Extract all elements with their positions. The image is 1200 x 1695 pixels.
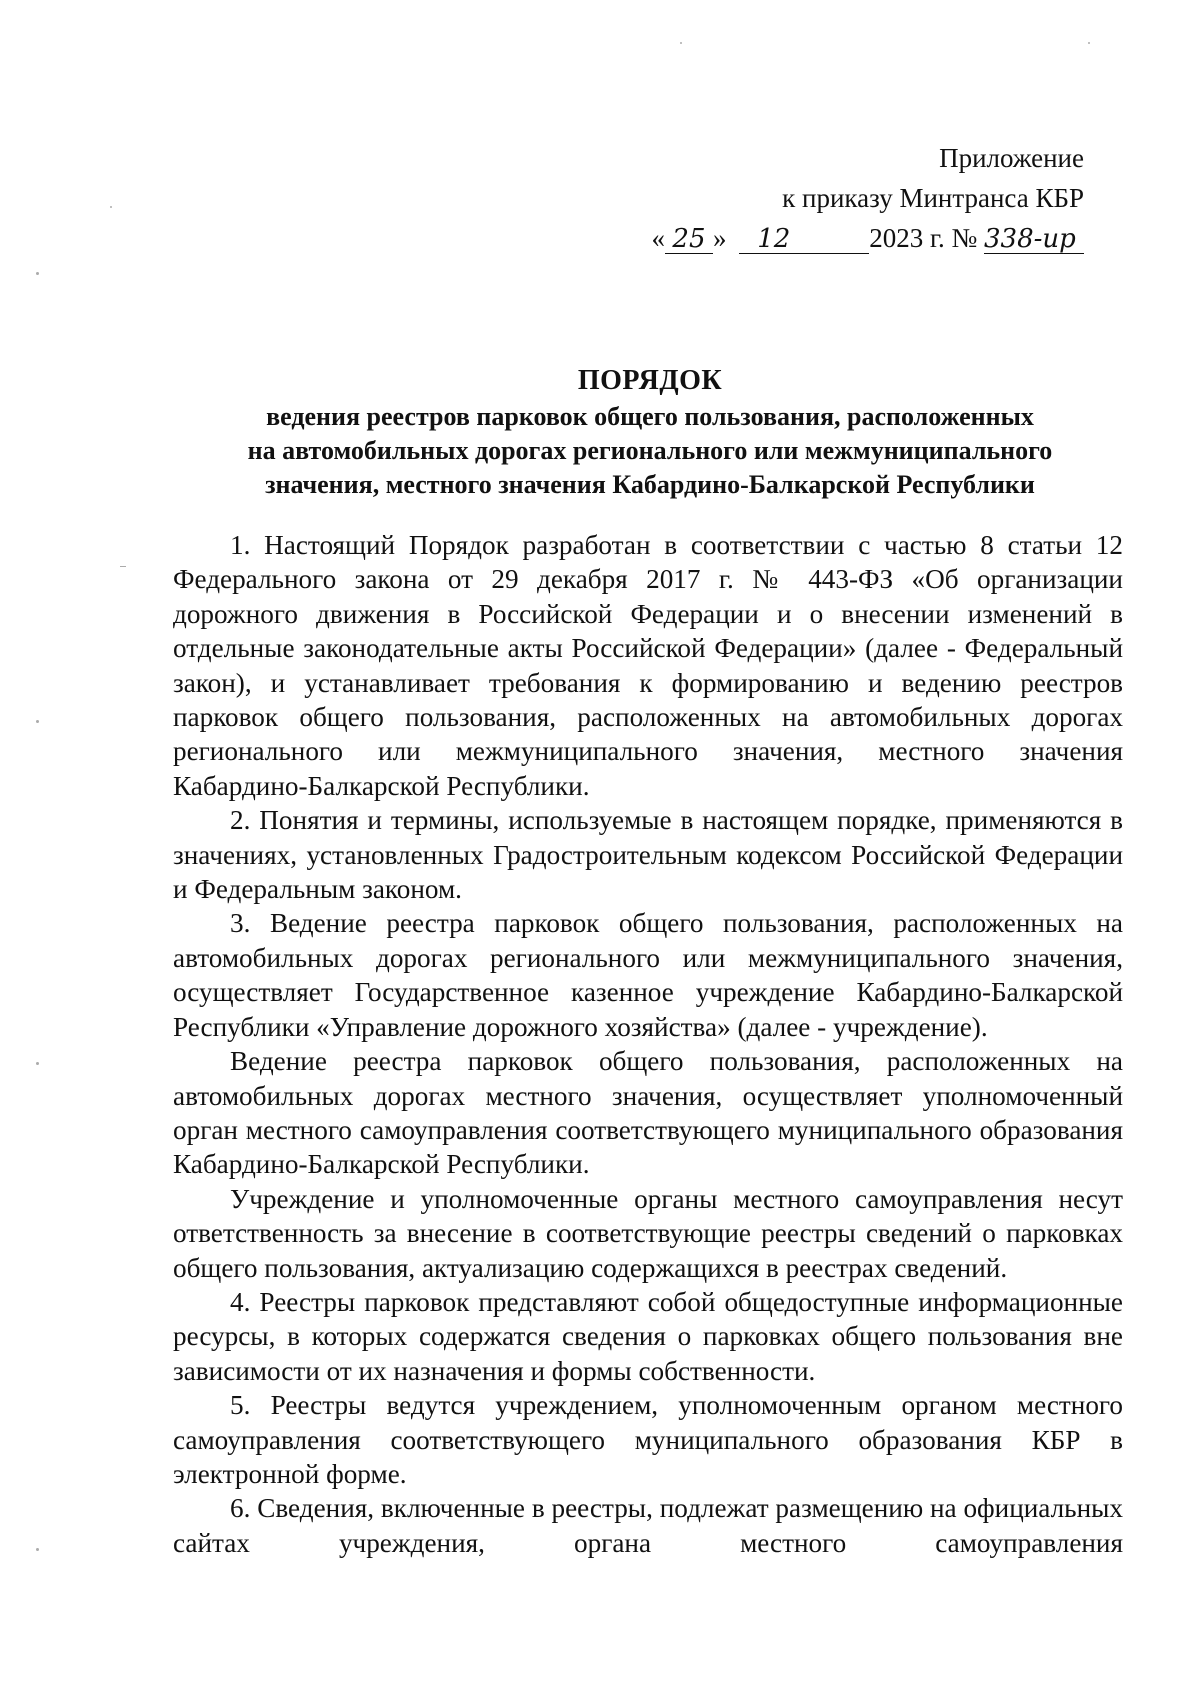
scan-speck xyxy=(36,720,39,723)
handwritten-month: 12 xyxy=(739,225,869,254)
title-line-3: значения, местного значения Кабардино-Балкарской Республики xyxy=(265,470,1035,499)
quote-open: « xyxy=(651,223,665,253)
order-date-line xyxy=(651,218,1084,258)
scan-speck xyxy=(36,1062,39,1065)
document-title xyxy=(170,362,1130,502)
scan-speck xyxy=(36,272,39,275)
paragraph-6: 6. Сведения, включенные в реестры, подлежат размещению на официальных сайтах учреждения, органа местного самоуправления xyxy=(173,1493,1123,1558)
year-and-number-label: 2023 г. № xyxy=(869,223,978,253)
scan-speck xyxy=(120,566,126,567)
title-line-1: ведения реестров парковок общего пользования, расположенных xyxy=(266,402,1034,431)
order-reference: к приказу Минтранса КБР xyxy=(782,183,1084,213)
paragraph-3: 3. Ведение реестра парковок общего пользования, расположенных на автомобильных дорогах регионального или межмуниципального значения, осуществляет Государственное казенное учреждение Кабардино-Балкарской Республики «Управление дорожного хозяйства» (далее - учреждение). xyxy=(173,908,1123,1042)
paragraph-3-cont-1: Ведение реестра парковок общего пользования, расположенных на автомобильных дорогах местного значения, осуществляет уполномоченный орган местного самоуправления соответствующего муниципального образования Кабардино-Балкарской Республики. xyxy=(173,1046,1123,1180)
paragraph-4: 4. Реестры парковок представляют собой общедоступные информационные ресурсы, в которых содержатся сведения о парковках общего пользования вне зависимости от их назначения и формы собственности. xyxy=(173,1286,1123,1386)
title-main: ПОРЯДОК xyxy=(577,365,723,396)
appendix-header xyxy=(651,138,1084,258)
document-body xyxy=(173,528,1123,1560)
paragraph-3-cont-2: Учреждение и уполномоченные органы местного самоуправления несут ответственность за внесение в соответствующие реестры сведений о парковках общего пользования, актуализацию содержащихся в реестрах сведений. xyxy=(173,1183,1123,1283)
paragraph-2: 2. Понятия и термины, используемые в настоящем порядке, применяются в значениях, установленных Градостроительным кодексом Российской Федерации и Федеральным законом. xyxy=(173,805,1123,905)
scan-speck xyxy=(1088,42,1090,44)
quote-close: » xyxy=(712,223,727,253)
paragraph-5: 5. Реестры ведутся учреждением, уполномоченным органом местного самоуправления соответствующего муниципального образования КБР в электронной форме. xyxy=(173,1390,1123,1489)
scan-speck xyxy=(110,206,112,208)
handwritten-day: 25 xyxy=(665,225,713,254)
scan-speck xyxy=(36,1548,39,1551)
paragraph-1: 1. Настоящий Порядок разработан в соответствии с частью 8 статьи 12 Федерального закона от 29 декабря 2017 г. № 443-ФЗ «Об организации дорожного движения в Российской Федерации и о внесении изменений в отдельные законодательные акты Российской Федерации» (далее - Федеральный закон), и устанавливает требования к формированию и ведению реестров парковок общего пользования, расположенных на автомобильных дорогах регионального или межмуниципального значения, местного значения Кабардино-Балкарской Республики. xyxy=(173,530,1123,801)
title-line-2: на автомобильных дорогах регионального или межмуниципального xyxy=(247,436,1053,465)
handwritten-order-number: 338-ир xyxy=(984,225,1084,254)
scan-speck xyxy=(680,42,682,44)
appendix-label: Приложение xyxy=(939,143,1084,173)
